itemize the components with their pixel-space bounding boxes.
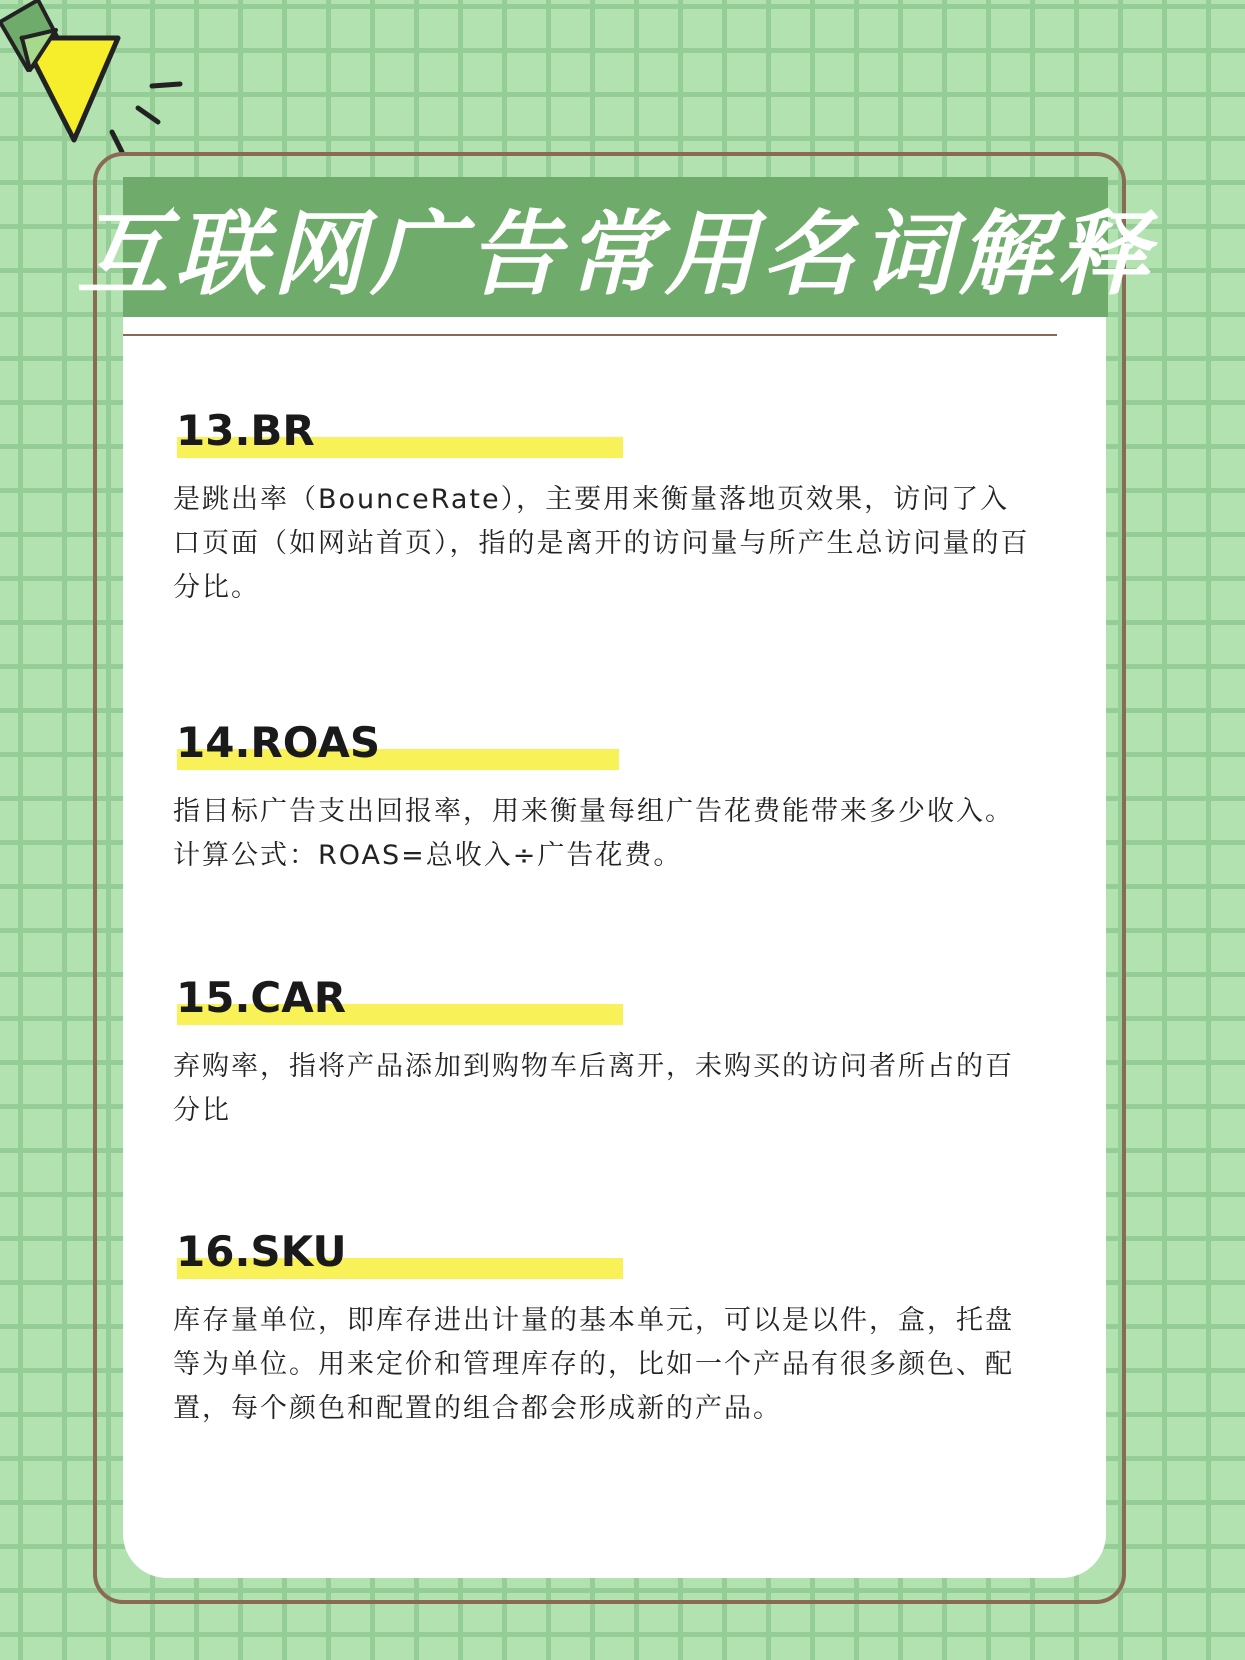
page-title: 互联网广告常用名词解释 xyxy=(76,201,1155,308)
term-description: 弃购率，指将产品添加到购物车后离开，未购买的访问者所占的百分比 xyxy=(173,1051,1014,1126)
term-section-sku xyxy=(172,1225,1052,1431)
term-heading-wrap xyxy=(172,1225,1052,1279)
term-heading-wrap xyxy=(172,716,1052,770)
term-section-car xyxy=(172,971,1052,1133)
megaphone-icon xyxy=(0,0,200,165)
term-heading: 15.CAR xyxy=(176,973,347,1022)
term-description: 指目标广告支出回报率，用来衡量每组广告花费能带来多少收入。计算公式：ROAS=总收入÷广告花费。 xyxy=(173,796,1014,871)
title-banner xyxy=(76,177,1155,317)
term-heading: 13.BR xyxy=(176,406,315,455)
term-description: 库存量单位，即库存进出计量的基本单元，可以是以件，盒，托盘等为单位。用来定价和管理库存的，比如一个产品有很多颜色、配置，每个颜色和配置的组合都会形成新的产品。 xyxy=(173,1305,1014,1424)
term-description: 是跳出率（BounceRate），主要用来衡量落地页效果，访问了入口页面（如网站首页），指的是离开的访问量与所产生总访问量的百分比。 xyxy=(173,484,1030,603)
term-section-br xyxy=(172,404,1052,610)
term-heading-wrap xyxy=(172,404,1052,458)
title-divider xyxy=(123,334,1057,336)
term-heading: 14.ROAS xyxy=(176,718,381,767)
term-section-roas xyxy=(172,716,1052,878)
term-heading: 16.SKU xyxy=(176,1227,347,1276)
term-heading-wrap xyxy=(172,971,1052,1025)
